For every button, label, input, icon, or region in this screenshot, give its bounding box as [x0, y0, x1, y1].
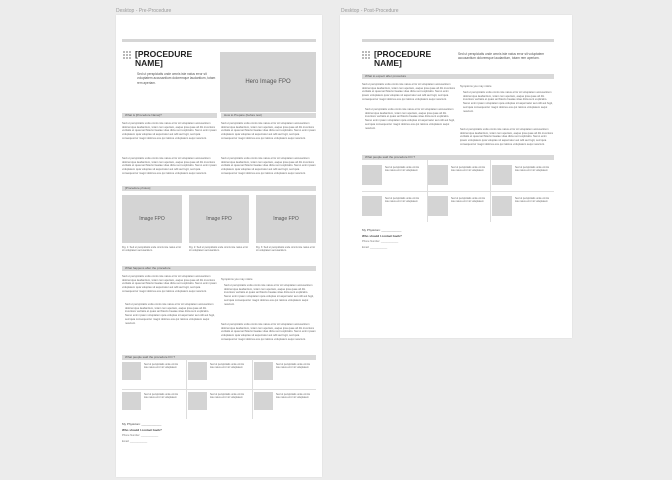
pre-procedure-frame-label: Desktop - Pre-Procedure	[116, 8, 172, 14]
email-label: Email: ____________	[362, 246, 388, 249]
testimonial-thumb-1	[362, 165, 382, 185]
section-header-how-prepare: How to Prepare (before test)	[221, 113, 316, 118]
testimonial-text-2: Sed ut perspiciatis unde omnis iste natus error sit voluptatem	[210, 363, 245, 370]
testimonial-thumb-3	[254, 362, 273, 380]
testimonial-text-4: Sed ut perspiciatis unde omnis iste natus error sit voluptatem	[385, 197, 420, 204]
contact-label: Who should I contact back?	[122, 428, 162, 432]
procedure-image-1: Image FPO	[122, 195, 182, 243]
testimonial-text-1: Sed ut perspiciatis unde omnis iste natus error sit voluptatem	[144, 363, 179, 370]
intro-text: Sed ut perspiciatis unde omnis iste natus error sit voluptatem accusantium doloremque laudantium, totam rem aperiam.	[137, 72, 216, 85]
testimonial-thumb-2	[188, 362, 207, 380]
testimonial-text-4: Sed ut perspiciatis unde omnis iste natus error sit voluptatem	[144, 393, 179, 400]
what-happens-text-2: Sed ut perspiciatis unde omnis iste natus error sit voluptatem accusantium doloremque laudantium, totam rem aperiam, eaque ipsa quae ab illo inventore veritatis et quasi architecto beatae vitae dicta sunt explicabo. Nemo enim ipsam voluptatem quia voluptas sit aspernatur aut odit aut fugit, sed quia consequuntur magni dolores eos qui ratione voluptatem sequi nesciunt.	[221, 323, 316, 341]
page-title: [PROCEDURE NAME]	[135, 49, 193, 68]
testimonial-thumb-3	[492, 165, 512, 185]
testimonial-text-3: Sed ut perspiciatis unde omnis iste natus error sit voluptatem	[276, 363, 311, 370]
after-procedure-list: Sed ut perspiciatis unde omnis iste natus error sit voluptatem accusantium doloremque laudantium, totam rem aperiam, eaque ipsa quae ab illo inventore veritatis et quasi architecto beatae vitae dicta sunt explicabo. Nemo enim ipsam voluptatem quia voluptas sit aspernatur aut odit aut fugit, sed quia consequuntur magni dolores eos qui ratione voluptatem sequi nesciunt.	[365, 108, 455, 130]
header-bar	[122, 39, 316, 42]
phone-label: Phone Number: ____________	[362, 240, 399, 243]
symptoms-heading: Symptoms you may notice	[460, 85, 492, 88]
section-header-what-people-said: What people said the procedure FO ?	[122, 355, 316, 360]
after-procedure-text-2: Sed ut perspiciatis unde omnis iste natus error sit voluptatem accusantium doloremque laudantium, totam rem aperiam, eaque ipsa quae ab illo inventore veritatis et quasi architecto beatae vitae dicta sunt explicabo. Nemo enim ipsam voluptatem quia voluptas sit aspernatur aut odit aut fugit, sed quia consequuntur magni dolores eos qui ratione voluptatem sequi nesciunt.	[460, 128, 554, 146]
grid-icon	[362, 51, 370, 59]
testimonial-thumb-6	[492, 196, 512, 216]
testimonial-thumb-5	[188, 392, 207, 410]
post-procedure-frame-label: Desktop - Post-Procedure	[341, 8, 399, 14]
testimonial-thumb-5	[428, 196, 448, 216]
testimonial-text-2: Sed ut perspiciatis unde omnis iste natus error sit voluptatem	[451, 166, 486, 173]
how-prepare-text-2: Sed ut perspiciatis unde omnis iste natus error sit voluptatem accusantium doloremque laudantium, totam rem aperiam, eaque ipsa quae ab illo inventore veritatis et quasi architecto beatae vitae dicta sunt explicabo. Nemo enim ipsam voluptatem quia voluptas sit aspernatur aut odit aut fugit, sed quia consequuntur magni dolores eos qui ratione voluptatem sequi nesciunt.	[221, 157, 316, 175]
header-bar	[362, 39, 554, 42]
after-procedure-text: Sed ut perspiciatis unde omnis iste natus error sit voluptatem accusantium doloremque laudantium, totam rem aperiam, eaque ipsa quae ab illo inventore veritatis et quasi architecto beatae vitae dicta sunt explicabo. Nemo enim ipsam voluptatem quia voluptas sit aspernatur aut odit aut fugit, sed quia consequuntur magni dolores eos qui ratione voluptatem sequi nesciunt.	[362, 83, 456, 101]
symptoms-heading: Symptoms you may notice	[221, 278, 253, 281]
what-happens-list: Sed ut perspiciatis unde omnis iste natus error sit voluptatem accusantium doloremque laudantium, totam rem aperiam, eaque ipsa quae ab illo inventore veritatis et quasi architecto beatae vitae dicta sunt explicabo. Nemo enim ipsam voluptatem quia voluptas sit aspernatur aut odit aut fugit, sed quia consequuntur magni dolores eos qui ratione voluptatem sequi nesciunt.	[125, 303, 215, 325]
procedure-image-2: Image FPO	[189, 195, 249, 243]
testimonial-thumb-4	[122, 392, 141, 410]
grid-divider	[362, 191, 554, 192]
physician-label: My Physician: ____________	[122, 422, 162, 426]
pre-procedure-page	[116, 15, 322, 477]
grid-icon	[123, 51, 131, 59]
testimonial-thumb-2	[428, 165, 448, 185]
physician-label: My Physician: ____________	[362, 228, 402, 232]
section-header-what-people-said: What people said the procedure FO ?	[362, 155, 554, 160]
image-caption-3: Fig. 3: Sed ut perspiciatis unde omnis iste natus error sit voluptatem accusantium.	[256, 246, 316, 253]
grid-divider	[122, 389, 316, 390]
symptoms-list: Sed ut perspiciatis unde omnis iste natus error sit voluptatem accusantium doloremque laudantium, totam rem aperiam, eaque ipsa quae ab illo inventore veritatis et quasi architecto beatae vitae dicta sunt explicabo. Nemo enim ipsam voluptatem quia voluptas sit aspernatur aut odit aut fugit, sed quia consequuntur magni dolores eos qui ratione voluptatem sequi nesciunt.	[463, 91, 553, 113]
phone-label: Phone Number: ____________	[122, 434, 159, 437]
section-header-what-happens: What happens after the procedure	[122, 266, 316, 271]
procedure-image-3: Image FPO	[256, 195, 316, 243]
testimonial-text-5: Sed ut perspiciatis unde omnis iste natus error sit voluptatem	[451, 197, 486, 204]
testimonial-text-5: Sed ut perspiciatis unde omnis iste natus error sit voluptatem	[210, 393, 245, 400]
what-is-text: Sed ut perspiciatis unde omnis iste natus error sit voluptatem accusantium doloremque laudantium, totam rem aperiam, eaque ipsa quae ab illo inventore veritatis et quasi architecto beatae vitae dicta sunt explicabo. Nemo enim ipsam voluptatem quia voluptas sit aspernatur aut odit aut fugit, sed quia consequuntur magni dolores eos qui ratione voluptatem sequi nesciunt.	[122, 122, 217, 140]
section-header-procedure-photos: [Procedure photos]	[122, 186, 316, 191]
image-caption-2: Fig. 2: Sed ut perspiciatis unde omnis iste natus error sit voluptatem accusantium.	[189, 246, 249, 253]
page-title: [PROCEDURE NAME]	[374, 49, 432, 68]
email-label: Email: ____________	[122, 440, 148, 443]
post-procedure-page	[340, 15, 572, 338]
testimonial-text-3: Sed ut perspiciatis unde omnis iste natus error sit voluptatem	[515, 166, 550, 173]
testimonial-text-6: Sed ut perspiciatis unde omnis iste natus error sit voluptatem	[276, 393, 311, 400]
testimonial-text-6: Sed ut perspiciatis unde omnis iste natus error sit voluptatem	[515, 197, 550, 204]
contact-label: Who should I contact back?	[362, 234, 402, 238]
intro-text: Sed ut perspiciatis unde omnis iste natus error sit voluptatem accusantium doloremque laudantium, totam rem aperiam.	[458, 52, 545, 61]
testimonial-text-1: Sed ut perspiciatis unde omnis iste natus error sit voluptatem	[385, 166, 420, 173]
hero-image-placeholder: Hero Image FPO	[220, 52, 316, 112]
testimonial-thumb-6	[254, 392, 273, 410]
section-header-what-is: What is [Procedure Name]?	[122, 113, 217, 118]
how-prepare-text: Sed ut perspiciatis unde omnis iste natus error sit voluptatem accusantium doloremque laudantium, totam rem aperiam, eaque ipsa quae ab illo inventore veritatis et quasi architecto beatae vitae dicta sunt explicabo. Nemo enim ipsam voluptatem quia voluptas sit aspernatur aut odit aut fugit, sed quia consequuntur magni dolores eos qui ratione voluptatem sequi nesciunt.	[221, 122, 316, 140]
what-happens-text: Sed ut perspiciatis unde omnis iste natus error sit voluptatem accusantium doloremque laudantium, totam rem aperiam, eaque ipsa quae ab illo inventore veritatis et quasi architecto beatae vitae dicta sunt explicabo. Nemo enim ipsam voluptatem quia voluptas sit aspernatur aut odit aut fugit, sed quia consequuntur magni dolores eos qui ratione voluptatem sequi nesciunt.	[122, 275, 217, 293]
symptoms-list: Sed ut perspiciatis unde omnis iste natus error sit voluptatem accusantium doloremque laudantium, totam rem aperiam, eaque ipsa quae ab illo inventore veritatis et quasi architecto beatae vitae dicta sunt explicabo. Nemo enim ipsam voluptatem quia voluptas sit aspernatur aut odit aut fugit, sed quia consequuntur magni dolores eos qui ratione voluptatem sequi nesciunt.	[224, 284, 314, 306]
section-header-after-procedure: What to expect after procedure	[362, 74, 554, 79]
image-caption-1: Fig. 1: Sed ut perspiciatis unde omnis iste natus error sit voluptatem accusantium.	[122, 246, 182, 253]
testimonial-thumb-4	[362, 196, 382, 216]
what-is-text-2: Sed ut perspiciatis unde omnis iste natus error sit voluptatem accusantium doloremque laudantium, totam rem aperiam, eaque ipsa quae ab illo inventore veritatis et quasi architecto beatae vitae dicta sunt explicabo. Nemo enim ipsam voluptatem quia voluptas sit aspernatur aut odit aut fugit, sed quia consequuntur magni dolores eos qui ratione voluptatem sequi nesciunt.	[122, 157, 217, 175]
testimonial-thumb-1	[122, 362, 141, 380]
